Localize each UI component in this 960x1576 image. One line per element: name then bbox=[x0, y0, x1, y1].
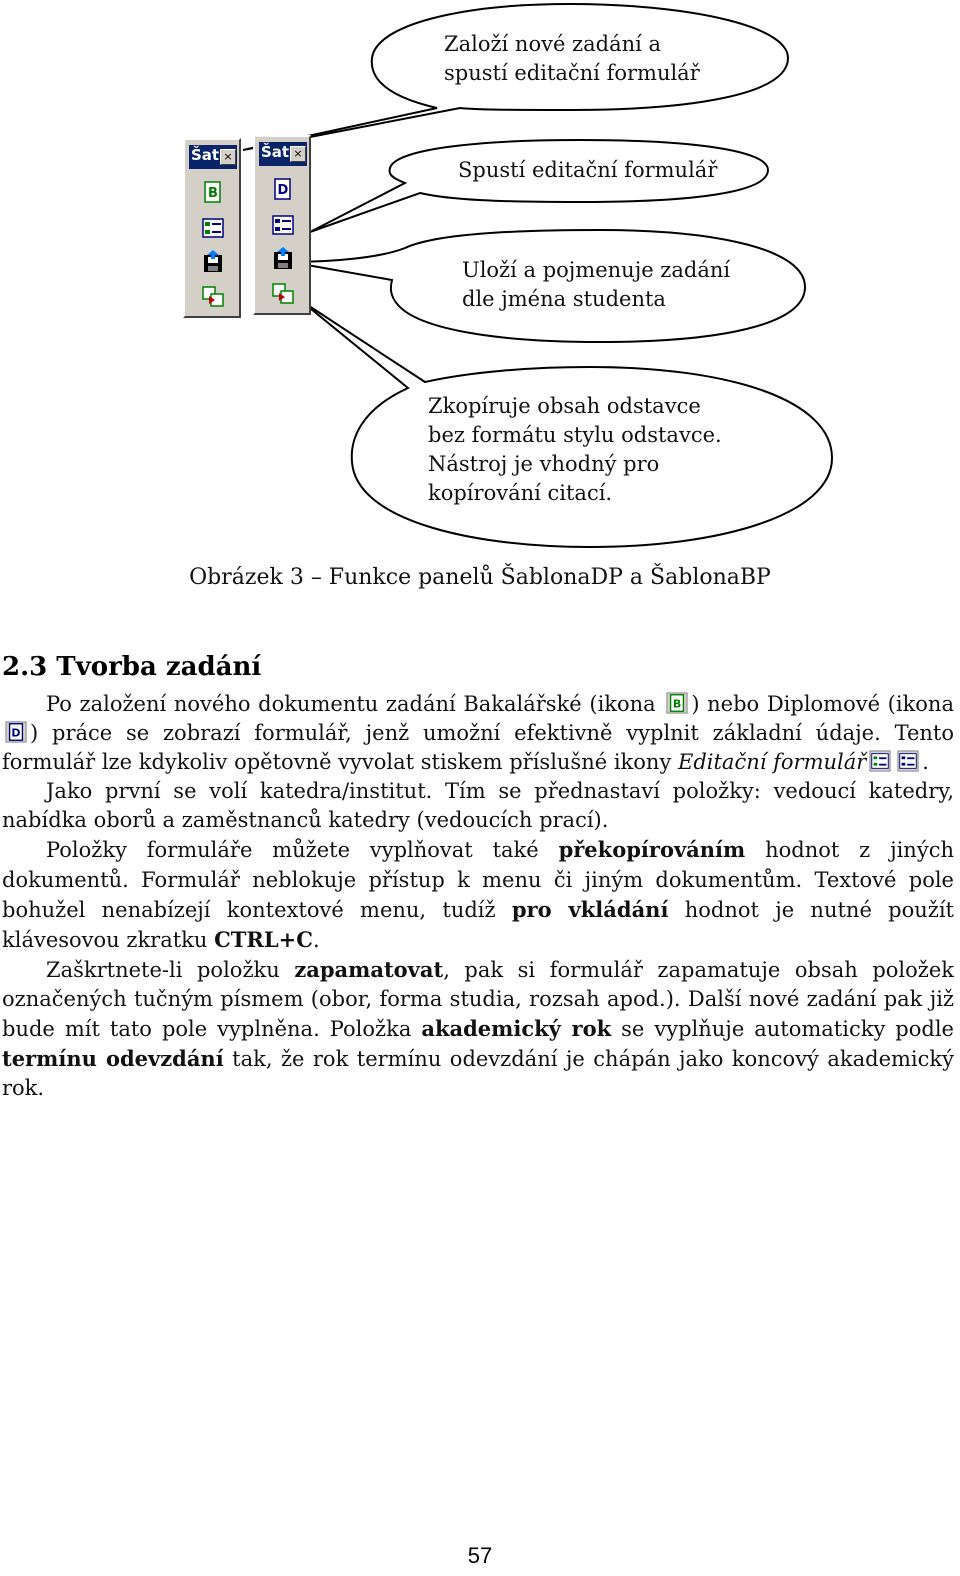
callout-2-line-1: Spustí editační formulář bbox=[458, 158, 718, 182]
bakalarska-icon[interactable] bbox=[201, 180, 225, 204]
form-icon[interactable] bbox=[201, 216, 225, 240]
p1-text-c: ) práce se zobrazí formulář, jenž umožní efektivně vyplnit základní údaje. Tento formulář lze kdykoliv opětovně vyvolat stiskem příslušné ikony bbox=[2, 721, 954, 775]
callout-4-text bbox=[428, 392, 722, 508]
callout-4-line-3: Nástroj je vhodný pro bbox=[428, 452, 660, 476]
callout-1-line-1: Založí nové zadání a bbox=[444, 32, 662, 56]
toolbar-title-bar[interactable] bbox=[189, 145, 237, 169]
p3-bold-1: překopírováním bbox=[558, 837, 746, 863]
copy-icon[interactable] bbox=[201, 284, 225, 308]
page-number: 57 bbox=[467, 1543, 493, 1568]
callout-2-text bbox=[458, 156, 717, 185]
p4-text-a: Zaškrtnete-li položku bbox=[46, 957, 295, 982]
paragraph-2: Jako první se volí katedra/institut. Tím se přednastaví položky: vedoucí katedry, nabídka oborů a zaměstnanců katedry (vedoucích prací). bbox=[2, 779, 954, 833]
close-icon[interactable]: × bbox=[290, 146, 306, 162]
p1-text-b: ) nebo Diplomové (ikona bbox=[691, 692, 954, 716]
paragraph-3 bbox=[2, 835, 954, 954]
p4-text-c: , pak si formulář zapamatuje obsah položek označených tučným písmem (obor, forma studia, rozsah apod.). Další nové zadání pak již bude mít tato pole vyplněna. Položka bbox=[2, 957, 954, 1042]
p3-text-e: hodnot je nutné použít klávesovou zkratku bbox=[2, 897, 954, 952]
p4-bold-3: termínu odevzdání bbox=[2, 1046, 224, 1072]
svg-text:B: B bbox=[208, 186, 218, 201]
form-icon bbox=[869, 750, 891, 772]
bakalarska-icon bbox=[666, 692, 688, 714]
callout-3-text bbox=[462, 256, 730, 314]
diplomova-icon[interactable] bbox=[271, 177, 295, 201]
toolbar-title-bar[interactable] bbox=[259, 142, 307, 166]
paragraph-4 bbox=[2, 955, 954, 1103]
copy-icon[interactable] bbox=[271, 281, 295, 305]
paragraph-1 bbox=[2, 690, 954, 777]
p3-text-g: . bbox=[312, 927, 320, 952]
p1-text-a: Po založení nového dokumentu zadání Bakalářské (ikona bbox=[46, 692, 664, 716]
p4-bold-1: zapamatovat bbox=[294, 956, 444, 982]
close-icon[interactable]: × bbox=[220, 149, 236, 165]
p4-text-g: tak, že rok termínu odevzdání je chápán jako koncový akademický rok. bbox=[2, 1047, 954, 1101]
save-icon[interactable] bbox=[201, 250, 225, 274]
p1-text-italic: Editační formulář bbox=[678, 750, 867, 775]
callout-3-line-2: dle jména studenta bbox=[462, 287, 666, 311]
body-text bbox=[2, 690, 954, 1103]
p1-text-e: . bbox=[922, 750, 929, 775]
toolbar-sablona-bp bbox=[183, 138, 241, 318]
form-icon[interactable] bbox=[271, 213, 295, 237]
callout-1-text bbox=[444, 30, 700, 88]
p3-bold-2: pro vkládání bbox=[511, 896, 669, 922]
callout-bubble-2 bbox=[310, 140, 768, 232]
save-icon[interactable] bbox=[271, 247, 295, 271]
toolbar-title: Šat bbox=[261, 143, 290, 161]
p3-text-a: Položky formuláře můžete vyplňovat také bbox=[46, 838, 559, 863]
p4-bold-2: akademický rok bbox=[421, 1016, 612, 1042]
svg-text:D: D bbox=[11, 726, 21, 740]
figure-caption: Obrázek 3 – Funkce panelů ŠablonaDP a ŠablonaBP bbox=[189, 565, 771, 590]
callout-4-line-2: bez formátu stylu odstavce. bbox=[428, 423, 722, 447]
callout-1-line-2: spustí editační formulář bbox=[444, 61, 700, 85]
callout-3-line-1: Uloží a pojmenuje zadání bbox=[462, 258, 731, 282]
p3-text-c: hodnot z jiných dokumentů. Formulář neblokuje přístup k menu či jiným dokumentům. Textové pole bohužel nenabízejí kontextové menu, tudíž bbox=[2, 838, 954, 922]
svg-text:D: D bbox=[277, 183, 289, 198]
diplomova-icon bbox=[5, 721, 27, 743]
callout-4-line-4: kopírování citací. bbox=[428, 481, 613, 505]
p4-text-e: se vyplňuje automaticky podle bbox=[611, 1017, 954, 1042]
form-icon bbox=[897, 750, 919, 772]
callout-4-line-1: Zkopíruje obsah odstavce bbox=[428, 394, 701, 418]
svg-text:B: B bbox=[673, 697, 682, 711]
p3-bold-3: CTRL+C bbox=[214, 926, 313, 952]
toolbar-title: Šat bbox=[191, 146, 220, 164]
toolbar-sablona-dp bbox=[253, 135, 311, 315]
section-heading: 2.3 Tvorba zadání bbox=[2, 652, 262, 682]
